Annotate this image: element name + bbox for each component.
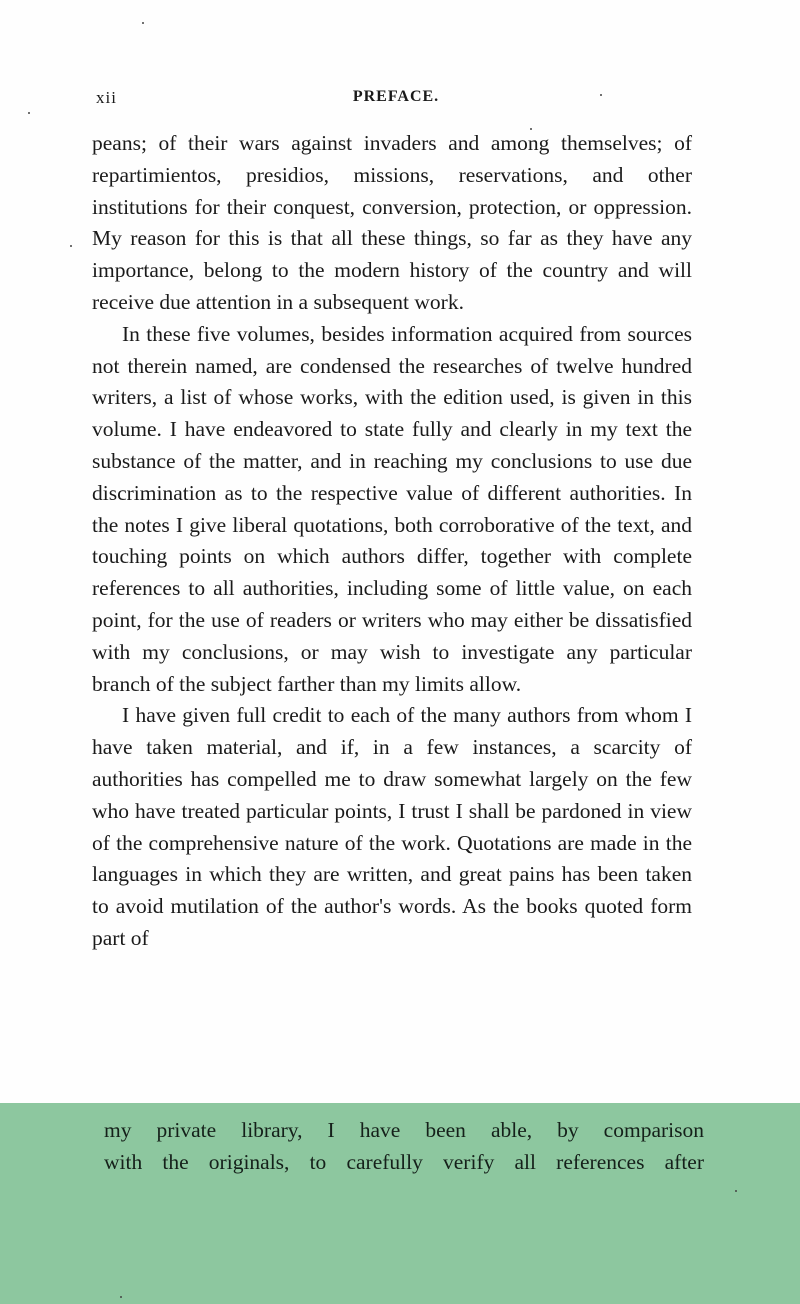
body-text	[92, 128, 692, 955]
paragraph-1: peans; of their wars against invaders and among themselves; of repartimientos, presidios, missions, reservations, and other institutions for their conquest, conversion, protection, or oppression. My reason for this is that all these things, so far as they have any importance, belong to the modern history of the country and will receive due attention in a subsequent work.	[92, 131, 692, 314]
dust-speck	[530, 128, 532, 130]
overlay-line-1: my private library, I have been able, by comparison	[104, 1118, 704, 1142]
dust-speck	[142, 22, 144, 24]
running-head: PREFACE.	[352, 88, 440, 105]
dust-speck	[735, 1190, 737, 1192]
dust-speck	[70, 245, 72, 247]
overlay-line-2: with the originals, to carefully verify all references after	[104, 1150, 704, 1174]
paragraph-3: I have given full credit to each of the many authors from whom I have taken material, and if, in a few instances, a scarcity of authorities has compelled me to draw somewhat largely on the few who have treated particular points, I trust I shall be pardoned in view of the comprehensive nature of the work. Quotations are made in the languages in which they are written, and great pains has been taken to avoid mutilation of the author's words. As the books quoted form part of	[92, 703, 692, 950]
dust-speck	[600, 94, 602, 96]
page-number: xii	[96, 88, 117, 107]
paragraph-2: In these five volumes, besides information acquired from sources not therein named, are condensed the researches of twelve hundred writers, a list of whose works, with the edition used, is given in this volume. I have endeavored to state fully and clearly in my text the substance of the matter, and in reaching my conclusions to use due discrimination as to the respective value of different authorities. In the notes I give liberal quotations, both corroborative of the text, and touching points on which authors differ, together with complete references to all authorities, including some of little value, on each point, for the use of readers or writers who may either be dissatisfied with my conclusions, or may wish to investigate any particular branch of the subject farther than my limits allow.	[92, 321, 692, 696]
dust-speck	[28, 112, 30, 114]
overlay-text	[104, 1114, 704, 1178]
dust-speck	[120, 1296, 122, 1298]
page-header	[96, 88, 696, 112]
